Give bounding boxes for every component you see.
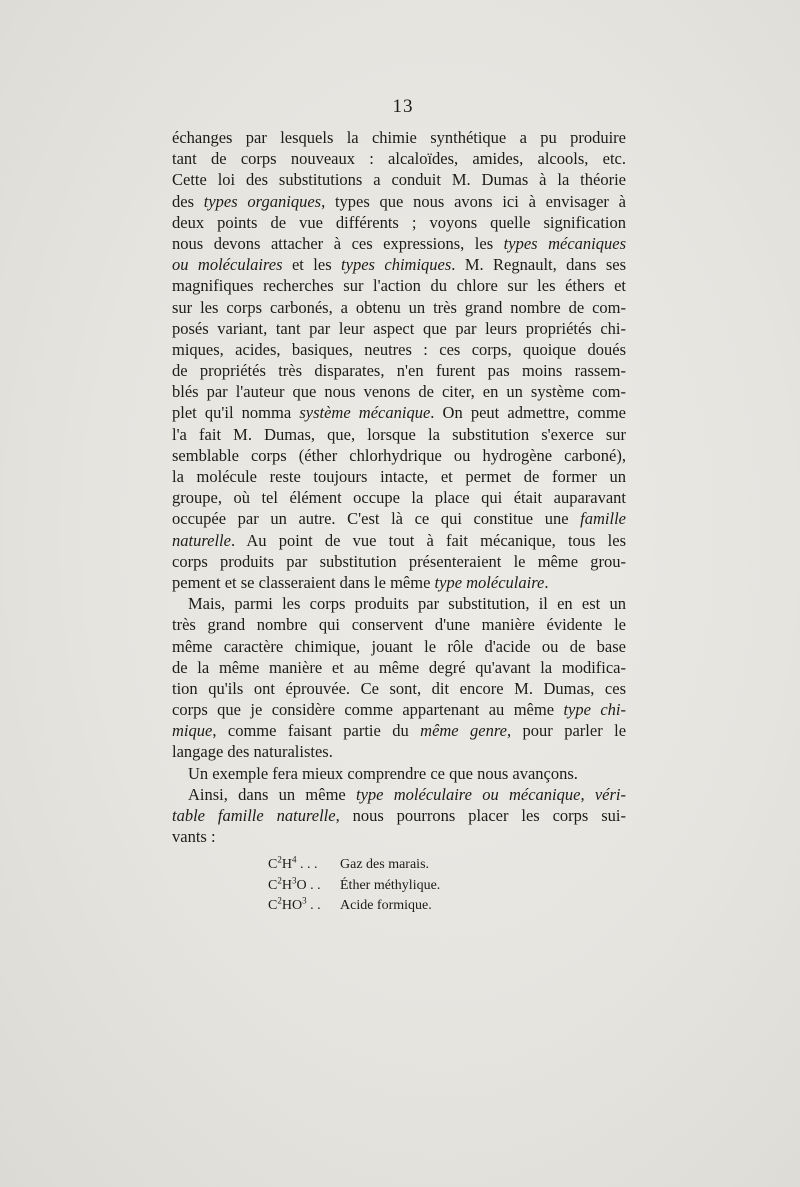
text-line xyxy=(172,466,626,487)
leader-dots: . . . xyxy=(296,857,318,872)
text-run: langage des naturalistes. xyxy=(172,742,333,762)
text-run: , types que nous avons ici à envisager à xyxy=(321,191,626,211)
italic-run: type chi- xyxy=(563,700,626,720)
formula-element: C xyxy=(268,857,278,872)
text-run: miques, acides, basiques, neutres : ces corps, quoique doués xyxy=(172,339,626,359)
text-run: blés par l'auteur que nous venons de citer, en un système com- xyxy=(172,382,626,402)
italic-run: type moléculaire ou mécanique xyxy=(356,784,581,804)
text-run: . xyxy=(544,572,549,592)
formula-row xyxy=(268,896,528,917)
text-line xyxy=(172,530,626,551)
formula-element: H xyxy=(281,857,292,872)
leader-dots: . . xyxy=(306,877,321,893)
italic-run: mique xyxy=(172,721,213,741)
text-line xyxy=(172,614,626,635)
text-line xyxy=(172,424,626,445)
text-run: l'a fait M. Dumas, que, lorsque la substitution s'exerce sur xyxy=(172,424,626,444)
text-run: magnifiques recherches sur l'action du chlore sur les éthers et xyxy=(172,276,626,296)
formula xyxy=(268,855,340,876)
text-run: vants : xyxy=(172,827,216,847)
formula-element: C xyxy=(268,898,278,913)
formula-row xyxy=(268,855,528,876)
text-line xyxy=(172,741,626,762)
text-run: de propriétés très disparates, n'en furent pas moins rassem- xyxy=(172,361,626,381)
text-run: Cette loi des substitutions a conduit M. Dumas à la théorie xyxy=(172,170,626,190)
text-line xyxy=(172,784,626,805)
text-line xyxy=(172,360,626,381)
formula-subscript: 3 xyxy=(302,895,307,906)
formula-row xyxy=(268,876,528,897)
text-line xyxy=(172,508,626,529)
text-line xyxy=(172,297,626,318)
italic-run: système mécanique xyxy=(299,403,431,423)
text-line xyxy=(172,127,626,148)
text-run: nous devons attacher à ces expressions, les xyxy=(172,233,504,253)
text-line xyxy=(172,593,626,614)
text-run: pement et se classeraient dans le même xyxy=(172,572,435,592)
formula-element: H xyxy=(281,877,292,893)
formula-element: HO xyxy=(281,898,303,913)
text-run: . M. Regnault, dans ses xyxy=(451,255,626,275)
text-run: . On peut admettre, comme xyxy=(430,403,626,423)
leader-dots: . . xyxy=(306,898,321,913)
text-run: tant de corps nouveaux : alcaloïdes, amides, alcools, etc. xyxy=(172,149,626,169)
text-line xyxy=(172,572,626,593)
page-number: 13 xyxy=(392,96,414,117)
text-run: corps que je considère comme appartenant au même xyxy=(172,700,564,720)
text-run: de la même manière et au même degré qu'avant la modifica- xyxy=(172,657,626,677)
text-run: deux points de vue différents ; voyons quelle signification xyxy=(172,212,626,232)
formula-list xyxy=(268,855,528,917)
text-run: , pour parler le xyxy=(507,721,627,741)
text-line xyxy=(172,169,626,190)
text-line xyxy=(172,657,626,678)
formula xyxy=(268,896,340,917)
italic-run: types mécaniques xyxy=(503,233,626,253)
text-run: occupée par un autre. C'est là ce qui constitue une xyxy=(172,509,581,529)
text-line xyxy=(172,826,626,847)
text-line xyxy=(172,275,626,296)
text-run: Mais, parmi les corps produits par substitution, il en est un xyxy=(188,594,626,614)
text-line xyxy=(172,551,626,572)
text-run: la molécule reste toujours intacte, et permet de former un xyxy=(172,467,626,486)
text-line xyxy=(172,318,626,339)
italic-run: types organiques xyxy=(203,191,322,211)
italic-run: naturelle xyxy=(172,530,231,550)
formula-subscript: 4 xyxy=(291,854,297,865)
compound-name: Acide formique. xyxy=(340,898,432,913)
text-line xyxy=(172,254,626,275)
italic-run: famille xyxy=(580,509,626,529)
text-run: Ainsi, dans un même xyxy=(188,784,356,804)
text-run: Un exemple fera mieux comprendre ce que nous avançons. xyxy=(188,763,578,783)
text-line xyxy=(172,402,626,423)
text-line xyxy=(172,487,626,508)
text-run: corps produits par substitution présenteraient le même grou- xyxy=(172,551,626,571)
text-run: , nous pourrons placer les corps sui- xyxy=(335,806,626,825)
text-line xyxy=(172,805,626,826)
text-line xyxy=(172,212,626,233)
text-line xyxy=(172,381,626,402)
formula-subscript: 2 xyxy=(277,854,282,865)
text-run: plet qu'il nomma xyxy=(172,403,300,423)
formula-element: O xyxy=(296,877,307,893)
text-run: , comme faisant partie du xyxy=(212,721,421,741)
text-line xyxy=(172,720,626,741)
formula-element: C xyxy=(268,877,278,893)
text-line xyxy=(172,445,626,466)
formula xyxy=(268,876,340,897)
text-run: sur les corps carbonés, a obtenu un très grand nombre de com- xyxy=(172,297,626,317)
body-text xyxy=(172,127,626,847)
text-run: échanges par lesquels la chimie synthétique a pu produire xyxy=(172,128,626,147)
text-run: même caractère chimique, jouant le rôle d'acide ou de base xyxy=(172,636,626,656)
text-run: et les xyxy=(282,255,342,275)
compound-name: Gaz des marais. xyxy=(340,857,430,872)
text-line xyxy=(172,699,626,720)
text-run: tion qu'ils ont éprouvée. Ce sont, dit encore M. Dumas, ces xyxy=(172,678,626,698)
text-line xyxy=(172,636,626,657)
italic-run: types chimiques xyxy=(341,255,452,275)
text-run: semblable corps (éther chlorhydrique ou hydrogène carboné), xyxy=(172,445,626,465)
text-run: groupe, où tel élément occupe la place qui était auparavant xyxy=(172,488,626,508)
formula-subscript: 3 xyxy=(291,874,297,885)
italic-run: type moléculaire xyxy=(434,572,545,592)
formula-subscript: 2 xyxy=(277,874,282,885)
italic-run: véri- xyxy=(594,784,626,804)
text-run: posés variant, tant par leur aspect que par leurs propriétés chi- xyxy=(172,318,626,338)
text-run: , xyxy=(580,784,595,804)
formula-subscript: 2 xyxy=(277,895,282,906)
italic-run: ou moléculaires xyxy=(172,255,283,275)
text-line xyxy=(172,763,626,784)
text-run: des xyxy=(172,191,204,211)
compound-name: Éther méthylique. xyxy=(340,877,441,893)
text-line xyxy=(172,678,626,699)
text-line xyxy=(172,339,626,360)
text-line xyxy=(172,148,626,169)
italic-run: table famille naturelle xyxy=(172,806,336,825)
text-run: . Au point de vue tout à fait mécanique, tous les xyxy=(230,530,626,550)
text-line xyxy=(172,233,626,254)
italic-run: même genre xyxy=(420,721,508,741)
text-line xyxy=(172,191,626,212)
text-run: très grand nombre qui conservent d'une manière évidente le xyxy=(172,615,626,635)
